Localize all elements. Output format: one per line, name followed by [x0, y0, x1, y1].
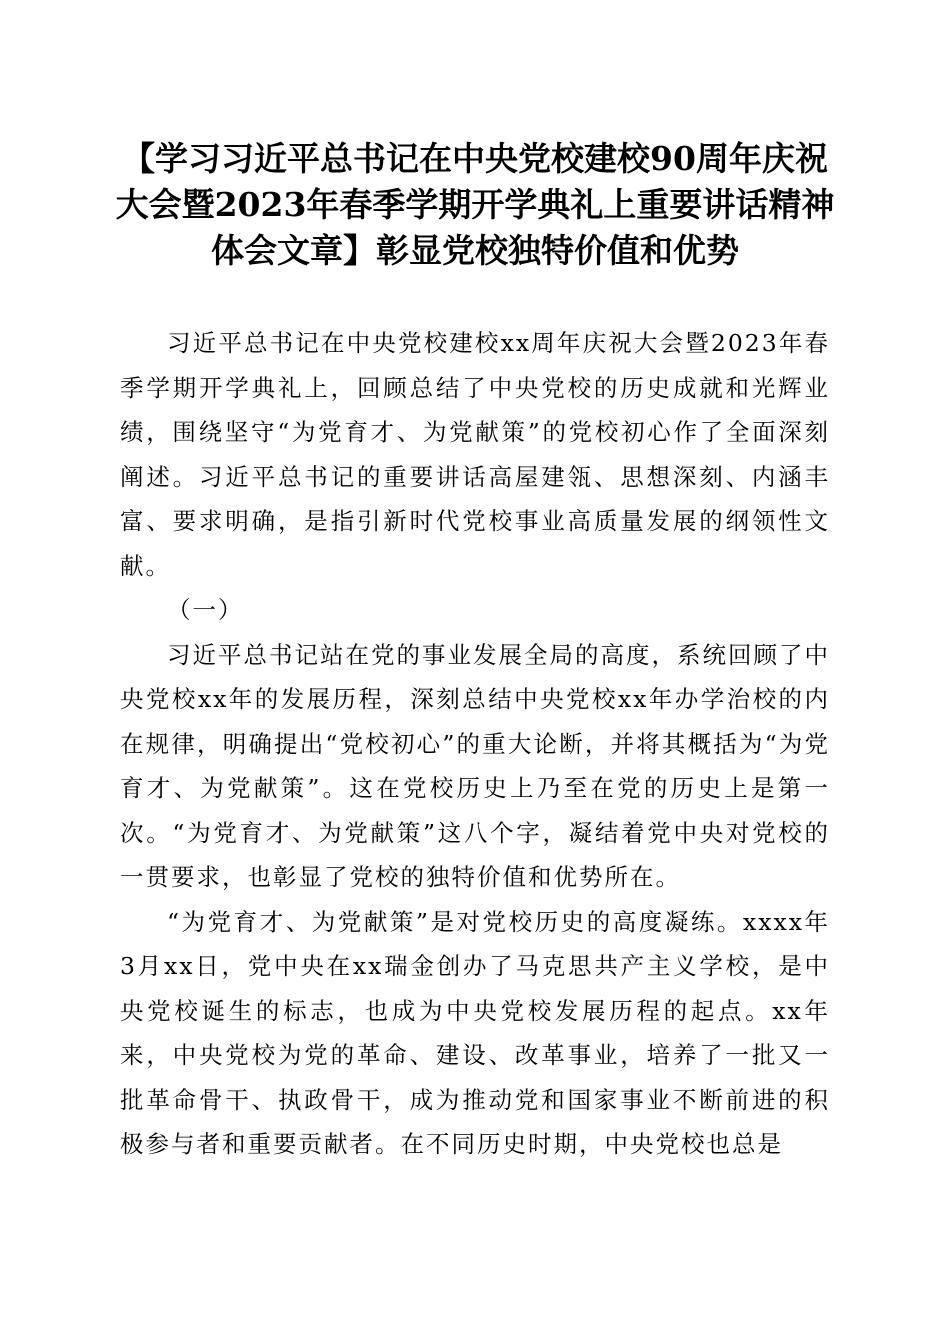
document-title: 【学习习近平总书记在中央党校建校90周年庆祝大会暨2023年春季学期开学典礼上重要讲话精神体会文章】彰显党校独特价值和优势 [115, 139, 835, 270]
paragraph-section-1: 习近平总书记站在党的事业发展全局的高度，系统回顾了中央党校xx年的发展历程，深刻总结中央党校xx年办学治校的内在规律，明确提出“党校初心”的重大论断，并将其概括为“为党育才、为党献策”。这在党校历史上乃至在党的历史上是第一次。“为党育才、为党献策”这八个字，凝结着党中央对党校的一贯要求，也彰显了党校的独特价值和优势所在。 [120, 640, 830, 891]
section-heading: （一） [167, 596, 244, 624]
document-body [120, 321, 830, 1167]
paragraph-intro: 习近平总书记在中央党校建校xx周年庆祝大会暨2023年春季学期开学典礼上，回顾总结了中央党校的历史成就和光辉业绩，围绕坚守“为党育才、为党献策”的党校初心作了全面深刻阐述。习近平总书记的重要讲话高屋建瓴、思想深刻、内涵丰富、要求明确，是指引新时代党校事业高质量发展的纲领性文献。 [120, 329, 830, 580]
paragraph-section-2: “为党育才、为党献策”是对党校历史的高度凝练。xxxx年3月xx日，党中央在xx瑞金创办了马克思共产主义学校，是中央党校诞生的标志，也成为中央党校发展历程的起点。xx年来，中央党校为党的革命、建设、改革事业，培养了一批又一批革命骨干、执政骨干，成为推动党和国家事业不断前进的积极参与者和重要贡献者。在不同历史时期，中央党校也总是 [120, 907, 830, 1158]
